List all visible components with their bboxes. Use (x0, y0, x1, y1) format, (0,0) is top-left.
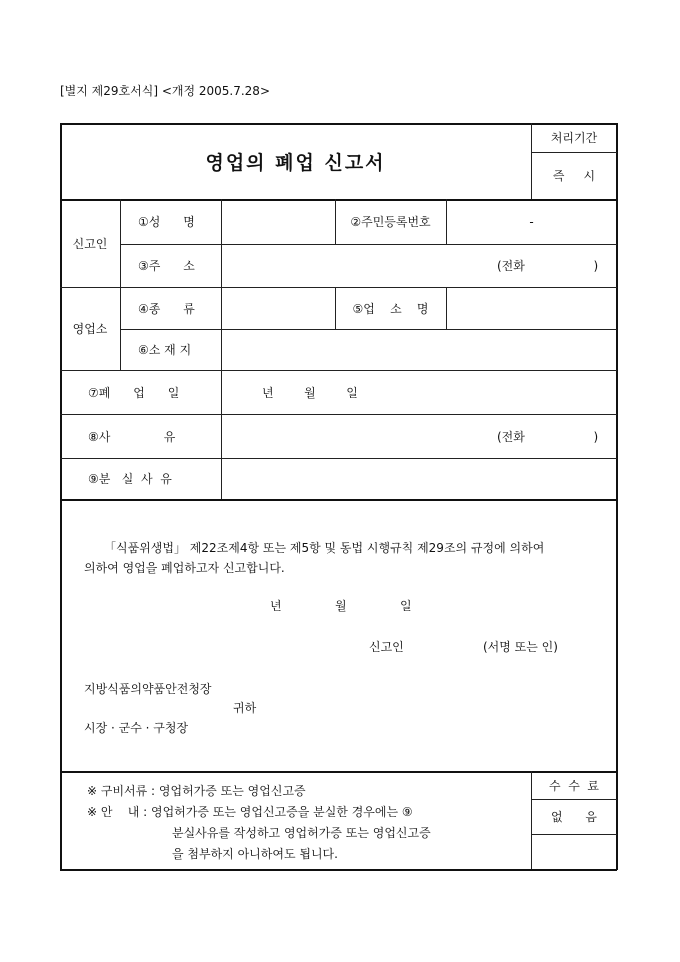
applicant-id-label: ②주민등록번호 (350, 215, 431, 229)
applicant-phone-label: (전화 ) (497, 259, 599, 273)
business-name-label: ⑤업 소 명 (352, 301, 429, 316)
closure-date-field[interactable]: 년 월 일 (262, 385, 358, 400)
processing-period-value: 즉 시 (552, 169, 596, 183)
applicant-address-label: ③주 소 (138, 259, 195, 273)
addressee-mayor: 시장 · 군수 · 구청장 (84, 721, 189, 735)
closure-reason-label: ⑧사 유 (88, 429, 176, 444)
applicant-id-field[interactable]: - (529, 214, 534, 229)
loss-reason-field[interactable] (222, 459, 616, 498)
business-location-label: ⑥소 재 지 (138, 343, 192, 357)
signature-note[interactable]: (서명 또는 인) (483, 640, 558, 654)
applicant-group-label: 신고인 (72, 236, 108, 251)
business-location-field[interactable] (222, 330, 616, 369)
guidance-note-line-3: 을 첨부하지 아니하여도 됩니다. (172, 847, 338, 861)
processing-period-label: 처리기간 (550, 131, 598, 145)
statement-line-1: 「식품위생법」 제22조제4항 또는 제5항 및 동법 시행규칙 제29조의 규정에 의하여 (104, 541, 545, 555)
required-documents-note: ※ 구비서류 : 영업허가증 또는 영업신고증 (87, 784, 306, 798)
addressee-food-drug-office: 지방식품의약품안전청장 (84, 682, 212, 696)
applicant-address-field[interactable] (222, 245, 492, 286)
guidance-note-line-2: 분실사유를 작성하고 영업허가증 또는 영업신고증 (172, 826, 431, 840)
applicant-name-field[interactable] (222, 200, 334, 243)
signer-label: 신고인 (369, 640, 404, 654)
business-name-field[interactable] (447, 288, 616, 328)
statement-line-2: 의하여 영업을 폐업하고자 신고합니다. (84, 561, 285, 575)
loss-reason-label: ⑨분 실 사 유 (88, 472, 172, 486)
closure-reason-field[interactable] (222, 415, 492, 457)
fee-label: 수 수 료 (548, 778, 600, 793)
guidance-note-line-1: ※ 안 내 : 영업허가증 또는 영업신고증을 분실한 경우에는 ⑨ (87, 805, 413, 819)
statement-date[interactable]: 년 월 일 (270, 599, 412, 613)
business-type-field[interactable] (222, 288, 334, 328)
fee-value: 없 음 (550, 810, 598, 824)
closure-reason-phone: (전화 ) (497, 429, 599, 444)
addressee-honorific: 귀하 (233, 701, 257, 715)
form-title: 영업의 폐업 신고서 (205, 151, 386, 174)
business-type-label: ④종 류 (138, 301, 195, 316)
closure-date-label: ⑦폐 업 일 (88, 385, 180, 400)
business-group-label: 영업소 (72, 322, 108, 336)
applicant-name-label: ①성 명 (138, 215, 195, 229)
form-header-note: [별지 제29호서식] <개정 2005.7.28> (60, 84, 270, 98)
